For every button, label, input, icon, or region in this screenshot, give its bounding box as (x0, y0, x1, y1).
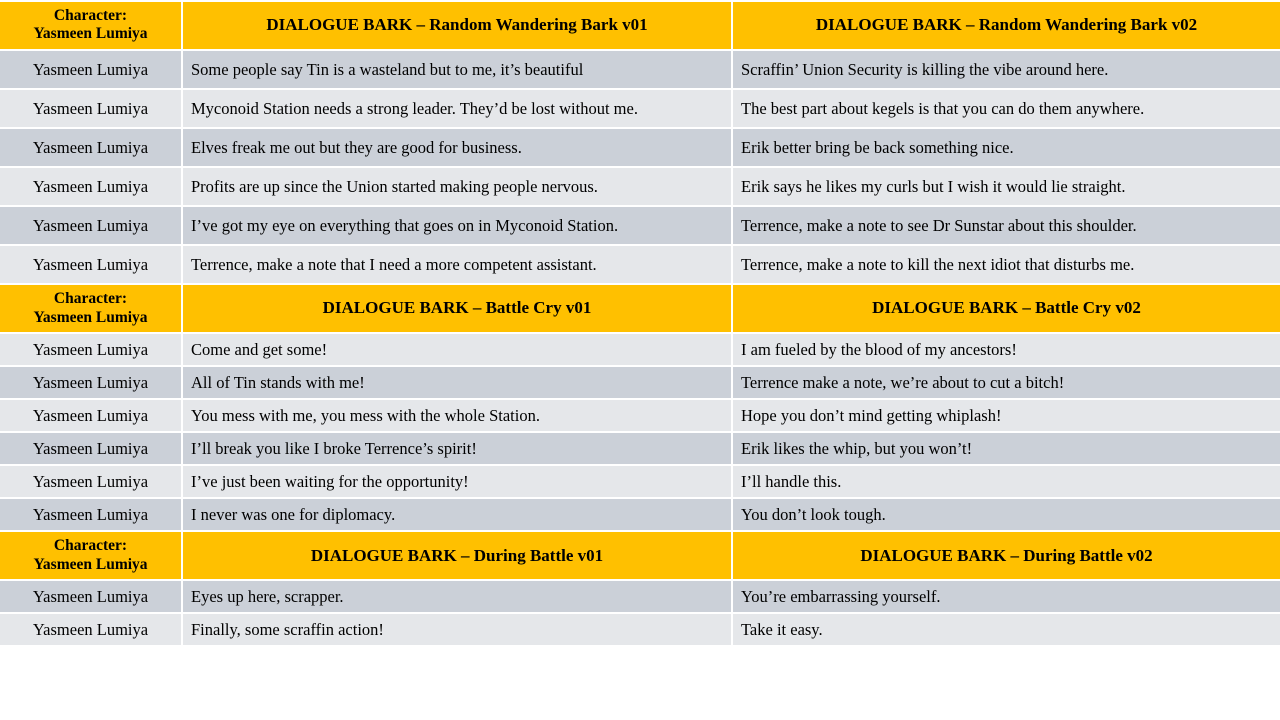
section-title-v01: DIALOGUE BARK – Random Wandering Bark v01 (182, 1, 732, 50)
dialogue-line-v01: Elves freak me out but they are good for business. (182, 128, 732, 167)
dialogue-line-v02: Hope you don’t mind getting whiplash! (732, 399, 1280, 432)
section-title-v02: DIALOGUE BARK – Battle Cry v02 (732, 284, 1280, 333)
dialogue-line-v01: Eyes up here, scrapper. (182, 580, 732, 613)
table-row (0, 465, 1280, 498)
section-header-row (0, 284, 1280, 333)
character-header-cell (0, 531, 182, 580)
dialogue-line-v02: The best part about kegels is that you can do them anywhere. (732, 89, 1280, 128)
table-body (0, 1, 1280, 646)
dialogue-line-v02: Terrence make a note, we’re about to cut a bitch! (732, 366, 1280, 399)
dialogue-line-v02: Erik likes the whip, but you won’t! (732, 432, 1280, 465)
dialogue-line-v01: Myconoid Station needs a strong leader. They’d be lost without me. (182, 89, 732, 128)
section-title-v01: DIALOGUE BARK – Battle Cry v01 (182, 284, 732, 333)
dialogue-line-v01: All of Tin stands with me! (182, 366, 732, 399)
speaker-cell: Yasmeen Lumiya (0, 432, 182, 465)
speaker-cell: Yasmeen Lumiya (0, 613, 182, 646)
dialogue-line-v02: Erik says he likes my curls but I wish it would lie straight. (732, 167, 1280, 206)
speaker-cell: Yasmeen Lumiya (0, 498, 182, 531)
character-header-cell (0, 1, 182, 50)
dialogue-line-v02: I’ll handle this. (732, 465, 1280, 498)
dialogue-line-v01: You mess with me, you mess with the whole Station. (182, 399, 732, 432)
character-header-cell (0, 284, 182, 333)
table-row (0, 580, 1280, 613)
section-header-row (0, 1, 1280, 50)
dialogue-line-v01: I’ve got my eye on everything that goes on in Myconoid Station. (182, 206, 732, 245)
dialogue-line-v02: I am fueled by the blood of my ancestors! (732, 333, 1280, 366)
table-row (0, 613, 1280, 646)
speaker-cell: Yasmeen Lumiya (0, 333, 182, 366)
section-title-v02: DIALOGUE BARK – Random Wandering Bark v02 (732, 1, 1280, 50)
dialogue-line-v01: I never was one for diplomacy. (182, 498, 732, 531)
table-row (0, 366, 1280, 399)
table-row (0, 498, 1280, 531)
dialogue-line-v02: Erik better bring be back something nice. (732, 128, 1280, 167)
dialogue-line-v01: Some people say Tin is a wasteland but to me, it’s beautiful (182, 50, 732, 89)
table-row (0, 432, 1280, 465)
speaker-cell: Yasmeen Lumiya (0, 580, 182, 613)
character-header-label: Character: (53, 7, 128, 24)
table-row (0, 167, 1280, 206)
dialogue-line-v01: I’ve just been waiting for the opportunity! (182, 465, 732, 498)
table-row (0, 50, 1280, 89)
section-title-v02: DIALOGUE BARK – During Battle v02 (732, 531, 1280, 580)
character-header-label: Character: (53, 537, 128, 555)
speaker-cell: Yasmeen Lumiya (0, 399, 182, 432)
table-row (0, 333, 1280, 366)
character-header-label: Character: (53, 290, 128, 308)
dialogue-line-v02: Terrence, make a note to see Dr Sunstar about this shoulder. (732, 206, 1280, 245)
character-header-name: Yasmeen Lumiya (33, 25, 148, 43)
speaker-cell: Yasmeen Lumiya (0, 50, 182, 89)
character-header-name: Yasmeen Lumiya (33, 308, 148, 326)
character-header-name: Yasmeen Lumiya (33, 555, 148, 573)
speaker-cell: Yasmeen Lumiya (0, 89, 182, 128)
dialogue-line-v02: You’re embarrassing yourself. (732, 580, 1280, 613)
dialogue-line-v02: You don’t look tough. (732, 498, 1280, 531)
table-row (0, 128, 1280, 167)
dialogue-line-v02: Scraffin’ Union Security is killing the vibe around here. (732, 50, 1280, 89)
table-row (0, 399, 1280, 432)
table-row (0, 89, 1280, 128)
dialogue-line-v02: Take it easy. (732, 613, 1280, 646)
dialogue-line-v02: Terrence, make a note to kill the next idiot that disturbs me. (732, 245, 1280, 284)
speaker-cell: Yasmeen Lumiya (0, 245, 182, 284)
table-row (0, 245, 1280, 284)
speaker-cell: Yasmeen Lumiya (0, 465, 182, 498)
speaker-cell: Yasmeen Lumiya (0, 206, 182, 245)
speaker-cell: Yasmeen Lumiya (0, 366, 182, 399)
dialogue-line-v01: Finally, some scraffin action! (182, 613, 732, 646)
table-row (0, 206, 1280, 245)
section-title-v01: DIALOGUE BARK – During Battle v01 (182, 531, 732, 580)
dialogue-line-v01: Profits are up since the Union started making people nervous. (182, 167, 732, 206)
dialogue-line-v01: I’ll break you like I broke Terrence’s spirit! (182, 432, 732, 465)
section-header-row (0, 531, 1280, 580)
speaker-cell: Yasmeen Lumiya (0, 167, 182, 206)
dialogue-line-v01: Terrence, make a note that I need a more competent assistant. (182, 245, 732, 284)
dialogue-line-v01: Come and get some! (182, 333, 732, 366)
speaker-cell: Yasmeen Lumiya (0, 128, 182, 167)
